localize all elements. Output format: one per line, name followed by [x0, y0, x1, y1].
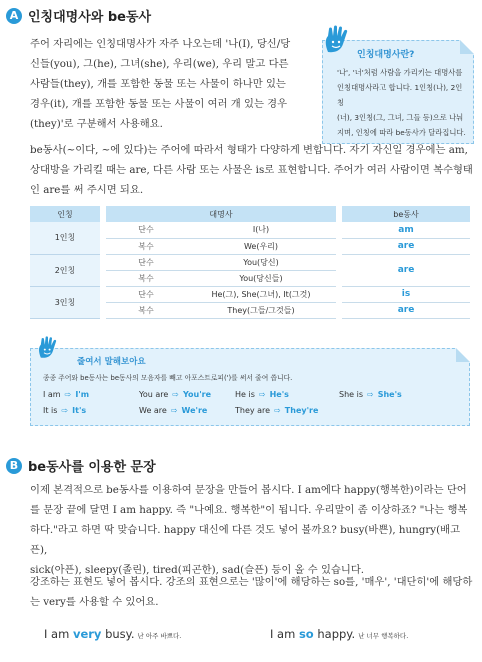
text-line: 주어 자리에는 인칭대명사가 자주 나오는데 '나(I), 당신/당 [30, 38, 291, 50]
text-line: 이제 본격적으로 be동사를 이용하여 문장을 만들어 봅시다. I am에다 happy(행복한)이라는 단어 [30, 484, 467, 496]
arrow-icon: ⇨ [61, 406, 69, 415]
contraction-item: He is ⇨ He's [235, 390, 289, 399]
arrow-icon: ⇨ [172, 390, 179, 399]
text-line: 상대방을 가리킬 때는 are, 다른 사람 또는 사물은 is로 표현합니다. 주어가 여러 사람이면 복수형태 [30, 164, 473, 176]
pronoun-cell: You(당신) [186, 254, 336, 270]
section-b-text [30, 480, 474, 580]
tip-line: '나', '너'처럼 사람을 가리키는 대명사를 [337, 68, 463, 77]
section-b-emphasis-text [30, 572, 474, 612]
number-cell: 복수 [106, 270, 186, 286]
page-fold-decoration [456, 348, 470, 362]
section-a-badge: A [6, 8, 22, 24]
example-sentence: I am very busy. 난 아주 바쁘다. [44, 627, 182, 641]
pronoun-cell: They(그들/그것들) [186, 302, 336, 318]
pronoun-cell: You(당신들) [186, 270, 336, 286]
section-b-badge: B [6, 458, 22, 474]
contraction-item: I am ⇨ I'm [43, 390, 90, 399]
contraction-item: We are ⇨ We're [139, 406, 208, 415]
table-header-row [30, 206, 470, 222]
text-line: sick(아픈), sleepy(졸린), tired(피곤한), sad(슬픈) 등이 올 수 있습니다. [30, 564, 365, 576]
tip-title: 인칭대명사란? [357, 50, 415, 60]
pronoun-cell: He(그), She(그녀), It(그것) [186, 286, 336, 302]
table-row [30, 254, 470, 270]
number-cell: 복수 [106, 238, 186, 254]
arrow-icon: ⇨ [64, 390, 72, 399]
text-line: 인 are를 써 주시면 되요. [30, 184, 144, 196]
section-a-be-verb-text [30, 140, 474, 200]
col-header-be: be동사 [342, 206, 470, 222]
practice-title: 줄여서 말해보아요 [77, 357, 146, 367]
col-header-pronoun: 대명사 [106, 206, 336, 222]
hand-icon [322, 25, 352, 55]
contraction-item: It is ⇨ It's [43, 406, 87, 415]
number-cell: 단수 [106, 222, 186, 238]
be-verb-table [30, 206, 470, 319]
arrow-icon: ⇨ [274, 406, 281, 415]
tip-line: 인칭대명사라고 합니다. 1인칭(나), 2인칭 [337, 83, 463, 107]
tip-line: (너), 3인칭(그, 그녀, 그들 등)으로 나눠 [337, 113, 464, 122]
text-line: 는 very를 사용할 수 있어요. [30, 596, 159, 608]
text-line: 를 문장 끝에 달면 I am happy. 즉 "나예요. 행복한"이 됩니다. 우리말이 좀 이상하죠? "나는 행복 [30, 504, 468, 516]
pronoun-cell: We(우리) [186, 238, 336, 254]
be-cell: is [342, 286, 470, 302]
section-a-intro [30, 34, 318, 134]
contraction-item: You are ⇨ You're [139, 390, 212, 399]
pronoun-cell: I(나) [186, 222, 336, 238]
number-cell: 복수 [106, 302, 186, 318]
text-line: 하다."라고 하면 딱 맞습니다. happy 대신에 다른 것도 넣어 볼까요? busy(바쁜), hungry(배고픈), [30, 524, 461, 556]
practice-description: 종종 주어와 be동사는 be동사의 모음자를 빼고 아포스트로피(')를 써서 줄여 씁니다. [43, 374, 293, 382]
table-row [30, 222, 470, 238]
tip-body [337, 65, 469, 140]
be-cell: are [342, 238, 470, 254]
person-cell: 2인칭 [30, 254, 100, 286]
page-fold-decoration [460, 40, 474, 54]
example-sentence: I am so happy. 난 너무 행복하다. [270, 627, 409, 641]
section-a-heading [6, 6, 151, 25]
text-line: 경우(it), 개를 포함한 동물 또는 사물이 여러 개 있는 경우 [30, 98, 288, 110]
section-b-title: be동사를 이용한 문장 [28, 460, 156, 475]
text-line: be동사(~이다, ~에 있다)는 주어에 따라서 형태가 다양하게 변합니다. 자기 자신일 경우에는 am, [30, 144, 468, 156]
text-line: 신들(you), 그(he), 그녀(she), 우리(we), 우리 말고 다른 [30, 58, 289, 70]
person-cell: 3인칭 [30, 286, 100, 318]
number-cell: 단수 [106, 286, 186, 302]
text-line: (they)'로 구분해서 사용해요. [30, 118, 163, 130]
hand-icon [36, 336, 60, 360]
arrow-icon: ⇨ [170, 406, 178, 415]
tip-line: 지며, 인칭에 따라 be동사가 달라집니다. [337, 128, 466, 137]
contraction-item: They are ⇨ They're [235, 406, 319, 415]
be-cell: are [342, 302, 470, 318]
table-row [30, 286, 470, 302]
person-cell: 1인칭 [30, 222, 100, 254]
be-cell: am [342, 222, 470, 238]
tip-box [322, 40, 474, 144]
text-line: 강조하는 표현도 넣어 봅시다. 강조의 표현으로는 '많이'에 해당하는 so를, '매우', '대단히'에 해당하 [30, 576, 473, 588]
col-header-person: 인칭 [30, 206, 100, 222]
contraction-item: She is ⇨ She's [339, 390, 402, 399]
be-cell: are [342, 254, 470, 286]
number-cell: 단수 [106, 254, 186, 270]
section-b-heading [6, 456, 156, 475]
arrow-icon: ⇨ [258, 390, 266, 399]
section-a-title: 인칭대명사와 be동사 [28, 10, 152, 25]
arrow-icon: ⇨ [367, 390, 374, 399]
text-line: 사람들(they), 개를 포함한 동물 또는 사물이 하나만 있는 [30, 78, 286, 90]
practice-box [30, 348, 470, 426]
